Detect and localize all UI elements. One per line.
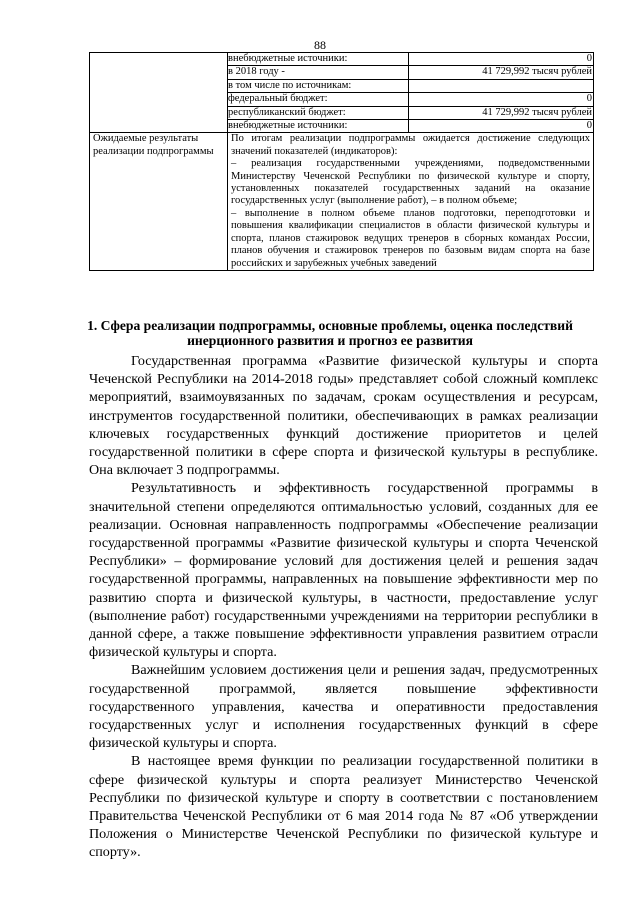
funding-value: 41 729,992 тысяч рублей: [482, 66, 592, 78]
results-intro: По итогам реализации подпрограммы ожидается достижение следующих значений показателей (индикаторов):: [231, 133, 590, 157]
funding-pair: [228, 66, 593, 79]
funding-row: [90, 53, 594, 133]
body-text: [89, 352, 598, 862]
paragraph: Результативность и эффективность государственной программы в значительной степени определяются оптимальностью условий, созданных для ее реализации. Основная направленность подпрограммы «Обеспечение реализации государственной программы «Развитие физической культуры и спорта Чеченской Республики» – формирование условий для достижения целей и решения задач государственной программы, направленных на повышение эффективности мер по развитию спорта и физической культуры, в частности, предоставление услуг (выполнение работ) государственными учреждениями на территории республики в данной сфере, а также повышение эффективности управления развитием отрасли физической культуры и спорта.: [89, 480, 598, 661]
funding-label: в 2018 году -: [228, 66, 409, 78]
paragraph: В настоящее время функции по реализации государственной политики в сфере физической культуры и спорта реализует Министерство Чеченской Республики по физической культуре и спорту в соответствии с постановлением Правительства Чеченской Республики от 6 мая 2014 года № 87 «Об утверждении Положения о Министерстве Чеченской Республики по физической культуре и спорту».: [89, 753, 598, 861]
funding-pair: [228, 53, 593, 66]
funding-value: 0: [586, 93, 592, 105]
funding-cell: [228, 53, 594, 133]
funding-pair: [228, 80, 593, 93]
results-label: Ожидаемые результаты реализации подпрограммы: [90, 133, 228, 270]
paragraph: Государственная программа «Развитие физической культуры и спорта Чеченской Республики на 2014-2018 годы» представляет собой сложный комплекс мероприятий, взаимоувязанных по задачам, срокам осуществления и ресурсам, инструментов государственной политики, обеспечивающих в рамках реализации ключевых государственных функций достижение приоритетов и целей государственной политики в сфере спорта и физической культуры в республике. Она включает 3 подпрограммы.: [89, 353, 598, 479]
funding-label: внебюджетные источники:: [228, 120, 409, 132]
section-heading: 1. Сфера реализации подпрограммы, основные проблемы, оценка последствий инерционного развития и прогноз ее развития: [87, 318, 573, 348]
funding-label: внебюджетные источники:: [228, 53, 409, 65]
results-cell: [228, 133, 594, 270]
funding-pair: [228, 107, 593, 120]
subprogram-passport-table: [89, 52, 594, 271]
funding-value: [409, 80, 593, 92]
funding-value: 0: [586, 53, 592, 64]
funding-label: в том числе по источникам:: [228, 80, 409, 92]
results-item: – реализация государственными учреждениями, подведомственными Министерству Чеченской Республики по физической культуре и спорту, установленных показателей государственных заданий на оказание государственных услуг (выполнение работ), – в полном объеме;: [231, 158, 590, 207]
funding-label: федеральный бюджет:: [228, 93, 409, 105]
funding-pair: [228, 93, 593, 106]
results-row: [90, 133, 594, 270]
results-text: [231, 133, 590, 269]
paragraph: Важнейшим условием достижения цели и решения задач, предусмотренных государственной программой, является повышение эффективности государственного управления, качества и оперативности предоставления государственных услуг и исполнения государственных функций в сфере физической культуры и спорта.: [89, 662, 598, 752]
funding-value: 41 729,992 тысяч рублей: [482, 106, 592, 118]
funding-pair: [228, 120, 593, 132]
results-item: – выполнение в полном объеме планов подготовки, переподготовки и повышения квалификации специалистов в области физической культуры и спорта, планов стажировок ведущих тренеров в сборных командах России, планов обучения и стажировок тренеров по базовым видам спорта на базе российских и зарубежных учебных заведений: [231, 207, 590, 269]
funding-label: республиканский бюджет:: [228, 107, 409, 119]
empty-label-cell: [90, 53, 228, 133]
page-number: 88: [314, 38, 326, 52]
funding-value: 0: [586, 120, 592, 132]
